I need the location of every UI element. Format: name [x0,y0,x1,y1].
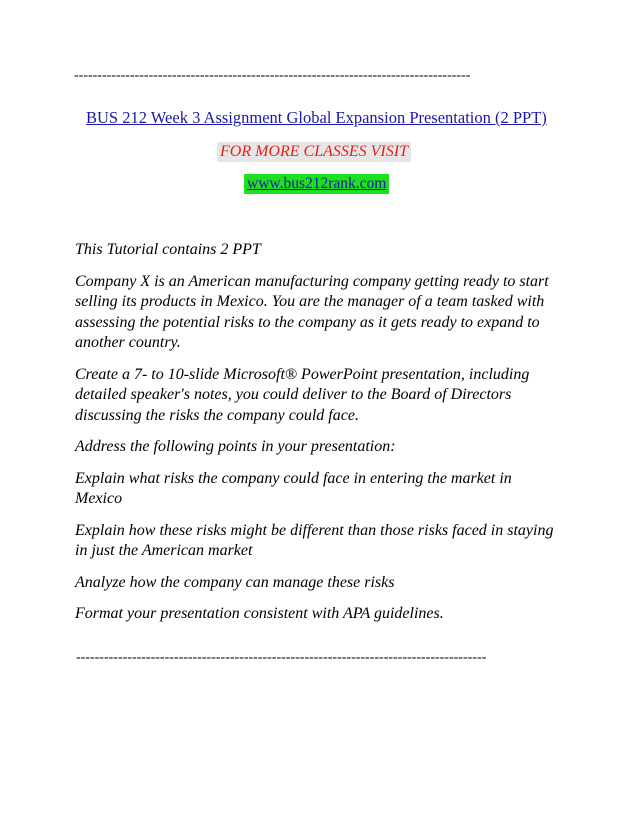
website-link[interactable]: www.bus212rank.com [244,174,389,194]
separator-bottom: ---------------------------------------------------------------------------------------- [76,650,487,665]
body-text [75,240,555,636]
paragraph-tutorial-contents: This Tutorial contains 2 PPT [75,241,261,258]
paragraph-point-risks-mexico: Explain what risks the company could face in entering the market in Mexico [75,469,512,507]
promo-banner: FOR MORE CLASSES VISIT [217,142,411,162]
paragraph-point-risk-differences: Explain how these risks might be different than those risks faced in staying in just the American market [75,521,554,559]
separator-top: ------------------------------------------------------------------------------------- [74,68,471,83]
document-title-link[interactable]: BUS 212 Week 3 Assignment Global Expansion Presentation (2 PPT) [86,108,547,127]
paragraph-point-manage-risks: Analyze how the company can manage these risks [75,573,395,591]
paragraph-company-intro: Company X is an American manufacturing company getting ready to start selling its products in Mexico. You are the manager of a team tasked with assessing the potential risks to the company as it gets ready to expand to another country. [75,272,549,351]
paragraph-presentation-task: Create a 7- to 10-slide Microsoft® PowerPoint presentation, including detailed speaker's notes, you could deliver to the Board of Directors discussing the risks the company could face. [75,365,530,424]
paragraph-address-points: Address the following points in your presentation: [75,438,396,455]
paragraph-point-apa-format: Format your presentation consistent with APA guidelines. [75,605,444,622]
